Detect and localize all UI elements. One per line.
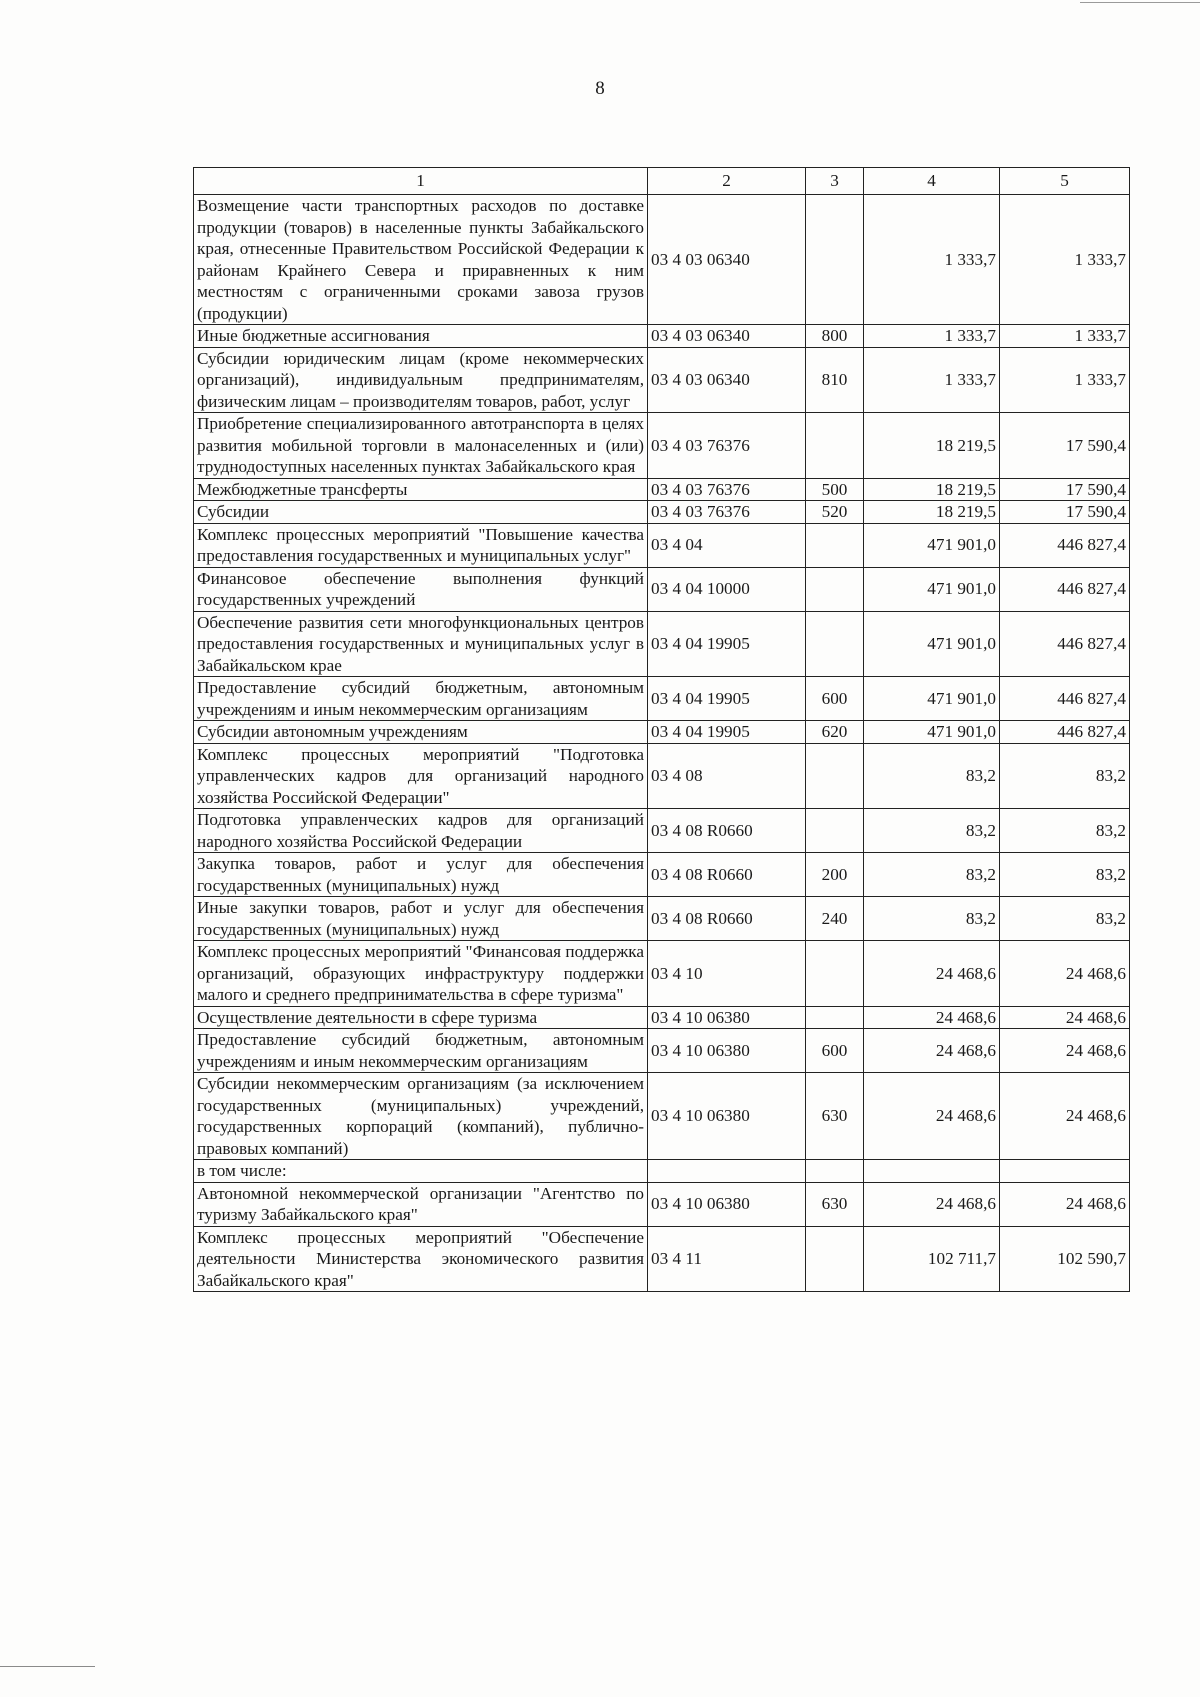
table-row [194, 1226, 1130, 1292]
row-code-cell: 03 4 10 06380 [648, 1073, 806, 1160]
table-row [194, 743, 1130, 809]
column-header: 3 [806, 168, 864, 195]
table-row [194, 413, 1130, 479]
row-name-cell: Предоставление субсидий бюджетным, автономным учреждениям и иным некоммерческим организациям [194, 677, 648, 721]
row-type-cell: 600 [806, 677, 864, 721]
row-code-cell: 03 4 08 [648, 743, 806, 809]
row-type-cell: 800 [806, 325, 864, 348]
row-name-cell: Субсидии автономным учреждениям [194, 721, 648, 744]
row-type-cell [806, 743, 864, 809]
row-name-cell: Комплекс процессных мероприятий "Финансовая поддержка организаций, образующих инфраструктуру поддержки малого и среднего предпринимательства в сфере туризма" [194, 941, 648, 1007]
row-type-cell: 600 [806, 1029, 864, 1073]
table-row [194, 611, 1130, 677]
row-type-cell: 240 [806, 897, 864, 941]
table-row [194, 897, 1130, 941]
row-amount-cell: 102 711,7 [864, 1226, 1000, 1292]
row-amount-cell: 83,2 [864, 853, 1000, 897]
row-amount-cell: 24 468,6 [1000, 941, 1130, 1007]
row-amount-cell: 1 333,7 [864, 195, 1000, 325]
row-name-cell: Осуществление деятельности в сфере туризма [194, 1006, 648, 1029]
row-amount-cell: 83,2 [864, 743, 1000, 809]
row-code-cell [648, 1160, 806, 1183]
row-amount-cell: 18 219,5 [864, 413, 1000, 479]
row-amount-cell: 1 333,7 [1000, 325, 1130, 348]
row-amount-cell [1000, 1160, 1130, 1183]
row-amount-cell: 83,2 [1000, 897, 1130, 941]
row-name-cell: Иные закупки товаров, работ и услуг для обеспечения государственных (муниципальных) нужд [194, 897, 648, 941]
row-amount-cell: 1 333,7 [864, 347, 1000, 413]
row-code-cell: 03 4 03 06340 [648, 347, 806, 413]
row-amount-cell: 24 468,6 [1000, 1073, 1130, 1160]
row-type-cell [806, 1006, 864, 1029]
row-code-cell: 03 4 10 06380 [648, 1182, 806, 1226]
row-code-cell: 03 4 03 76376 [648, 501, 806, 524]
row-type-cell [806, 941, 864, 1007]
row-amount-cell: 446 827,4 [1000, 611, 1130, 677]
column-header: 5 [1000, 168, 1130, 195]
row-type-cell [806, 611, 864, 677]
row-code-cell: 03 4 08 R0660 [648, 853, 806, 897]
row-amount-cell: 471 901,0 [864, 677, 1000, 721]
row-type-cell [806, 523, 864, 567]
row-amount-cell: 471 901,0 [864, 721, 1000, 744]
row-name-cell: Комплекс процессных мероприятий "Повышение качества предоставления государственных и муниципальных услуг" [194, 523, 648, 567]
row-amount-cell: 446 827,4 [1000, 567, 1130, 611]
row-name-cell: Подготовка управленческих кадров для организаций народного хозяйства Российской Федерации [194, 809, 648, 853]
row-code-cell: 03 4 11 [648, 1226, 806, 1292]
row-name-cell: Комплекс процессных мероприятий "Подготовка управленческих кадров для организаций народного хозяйства Российской Федерации" [194, 743, 648, 809]
row-amount-cell: 83,2 [1000, 853, 1130, 897]
row-name-cell: Иные бюджетные ассигнования [194, 325, 648, 348]
row-amount-cell: 24 468,6 [864, 1029, 1000, 1073]
row-amount-cell: 24 468,6 [864, 1006, 1000, 1029]
row-amount-cell: 1 333,7 [864, 325, 1000, 348]
scan-edge-line [0, 1666, 95, 1667]
row-amount-cell: 471 901,0 [864, 611, 1000, 677]
table-row [194, 677, 1130, 721]
row-amount-cell: 24 468,6 [1000, 1029, 1130, 1073]
row-code-cell: 03 4 03 06340 [648, 325, 806, 348]
row-amount-cell: 18 219,5 [864, 478, 1000, 501]
column-header: 4 [864, 168, 1000, 195]
row-type-cell: 500 [806, 478, 864, 501]
table-row [194, 721, 1130, 744]
row-amount-cell: 446 827,4 [1000, 523, 1130, 567]
row-name-cell: Финансовое обеспечение выполнения функций государственных учреждений [194, 567, 648, 611]
row-amount-cell: 24 468,6 [864, 1073, 1000, 1160]
row-type-cell [806, 195, 864, 325]
table-row [194, 809, 1130, 853]
row-amount-cell: 24 468,6 [1000, 1182, 1130, 1226]
table-row [194, 195, 1130, 325]
row-amount-cell: 24 468,6 [864, 1182, 1000, 1226]
row-code-cell: 03 4 03 06340 [648, 195, 806, 325]
row-amount-cell: 24 468,6 [1000, 1006, 1130, 1029]
column-header: 2 [648, 168, 806, 195]
row-name-cell: Обеспечение развития сети многофункциональных центров предоставления государственных и муниципальных услуг в Забайкальском крае [194, 611, 648, 677]
table-row [194, 325, 1130, 348]
column-header: 1 [194, 168, 648, 195]
row-name-cell: Субсидии юридическим лицам (кроме некоммерческих организаций), индивидуальным предпринимателям, физическим лицам – производителям товаров, работ, услуг [194, 347, 648, 413]
row-type-cell [806, 809, 864, 853]
row-code-cell: 03 4 04 19905 [648, 721, 806, 744]
table-row [194, 941, 1130, 1007]
row-code-cell: 03 4 10 [648, 941, 806, 1007]
row-amount-cell: 17 590,4 [1000, 413, 1130, 479]
row-amount-cell: 24 468,6 [864, 941, 1000, 1007]
row-code-cell: 03 4 08 R0660 [648, 809, 806, 853]
row-type-cell: 810 [806, 347, 864, 413]
row-type-cell: 200 [806, 853, 864, 897]
table-row [194, 478, 1130, 501]
table-row [194, 1182, 1130, 1226]
row-type-cell: 630 [806, 1073, 864, 1160]
row-name-cell: Автономной некоммерческой организации "Агентство по туризму Забайкальского края" [194, 1182, 648, 1226]
row-amount-cell: 17 590,4 [1000, 501, 1130, 524]
table-row [194, 1073, 1130, 1160]
row-code-cell: 03 4 04 10000 [648, 567, 806, 611]
row-amount-cell: 102 590,7 [1000, 1226, 1130, 1292]
table-row [194, 501, 1130, 524]
table-row [194, 1160, 1130, 1183]
row-code-cell: 03 4 10 06380 [648, 1029, 806, 1073]
row-name-cell: Субсидии [194, 501, 648, 524]
row-type-cell: 520 [806, 501, 864, 524]
row-type-cell [806, 413, 864, 479]
scan-edge-line [1080, 2, 1200, 3]
row-type-cell: 620 [806, 721, 864, 744]
row-name-cell: Предоставление субсидий бюджетным, автономным учреждениям и иным некоммерческим организациям [194, 1029, 648, 1073]
row-code-cell: 03 4 04 [648, 523, 806, 567]
row-name-cell: в том числе: [194, 1160, 648, 1183]
row-type-cell [806, 1226, 864, 1292]
row-amount-cell: 83,2 [864, 897, 1000, 941]
row-amount-cell: 18 219,5 [864, 501, 1000, 524]
budget-table [193, 167, 1130, 1292]
row-code-cell: 03 4 04 19905 [648, 677, 806, 721]
row-amount-cell: 471 901,0 [864, 567, 1000, 611]
table-row [194, 567, 1130, 611]
row-name-cell: Комплекс процессных мероприятий "Обеспечение деятельности Министерства экономического развития Забайкальского края" [194, 1226, 648, 1292]
table-row [194, 853, 1130, 897]
row-amount-cell: 83,2 [1000, 743, 1130, 809]
row-amount-cell: 446 827,4 [1000, 721, 1130, 744]
row-name-cell: Возмещение части транспортных расходов по доставке продукции (товаров) в населенные пункты Забайкальского края, отнесенные Правительством Российской Федерации к районам Крайнего Севера и приравненных к ним местностям с ограниченными сроками завоза грузов (продукции) [194, 195, 648, 325]
row-type-cell: 630 [806, 1182, 864, 1226]
row-name-cell: Субсидии некоммерческим организациям (за исключением государственных (муниципальных) учреждений, государственных корпораций (компаний), публично-правовых компаний) [194, 1073, 648, 1160]
row-name-cell: Закупка товаров, работ и услуг для обеспечения государственных (муниципальных) нужд [194, 853, 648, 897]
row-amount-cell: 83,2 [1000, 809, 1130, 853]
row-amount-cell: 17 590,4 [1000, 478, 1130, 501]
row-code-cell: 03 4 10 06380 [648, 1006, 806, 1029]
row-amount-cell [864, 1160, 1000, 1183]
row-amount-cell: 471 901,0 [864, 523, 1000, 567]
row-amount-cell: 446 827,4 [1000, 677, 1130, 721]
row-code-cell: 03 4 03 76376 [648, 413, 806, 479]
row-amount-cell: 1 333,7 [1000, 195, 1130, 325]
row-name-cell: Межбюджетные трансферты [194, 478, 648, 501]
page-number: 8 [595, 78, 605, 99]
row-amount-cell: 83,2 [864, 809, 1000, 853]
row-type-cell [806, 567, 864, 611]
table-row [194, 1029, 1130, 1073]
table-row [194, 1006, 1130, 1029]
table-row [194, 523, 1130, 567]
row-type-cell [806, 1160, 864, 1183]
row-code-cell: 03 4 03 76376 [648, 478, 806, 501]
header-row [194, 168, 1130, 195]
row-code-cell: 03 4 04 19905 [648, 611, 806, 677]
row-name-cell: Приобретение специализированного автотранспорта в целях развития мобильной торговли в малонаселенных и (или) труднодоступных населенных пунктах Забайкальского края [194, 413, 648, 479]
table-row [194, 347, 1130, 413]
row-code-cell: 03 4 08 R0660 [648, 897, 806, 941]
row-amount-cell: 1 333,7 [1000, 347, 1130, 413]
